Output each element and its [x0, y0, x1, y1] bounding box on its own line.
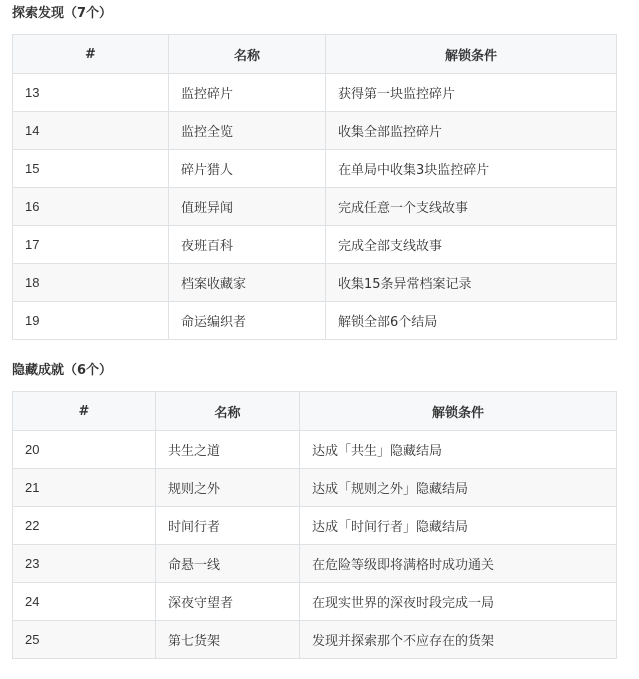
column-header-condition: 解锁条件 [300, 392, 617, 431]
achievement-name: 值班异闻 [169, 188, 326, 226]
achievement-number: 23 [13, 545, 156, 583]
achievement-condition: 收集全部监控碎片 [326, 112, 617, 150]
achievement-name: 监控碎片 [169, 74, 326, 112]
achievements-table-explore [12, 34, 617, 340]
table-row [13, 583, 617, 621]
achievement-number: 17 [13, 226, 169, 264]
achievement-condition: 解锁全部6个结局 [326, 302, 617, 340]
table-row [13, 302, 617, 340]
achievement-number: 22 [13, 507, 156, 545]
achievement-name: 夜班百科 [169, 226, 326, 264]
column-header-number: # [13, 392, 156, 431]
achievement-number: 13 [13, 74, 169, 112]
achievement-name: 命悬一线 [156, 545, 300, 583]
table-row [13, 226, 617, 264]
column-header-number: # [13, 35, 169, 74]
achievement-condition: 在危险等级即将满格时成功通关 [300, 545, 617, 583]
table-row [13, 112, 617, 150]
achievement-number: 19 [13, 302, 169, 340]
achievement-number: 21 [13, 469, 156, 507]
column-header-condition: 解锁条件 [326, 35, 617, 74]
achievement-number: 20 [13, 431, 156, 469]
section-title-hidden: 隐藏成就（6个） [12, 363, 113, 378]
achievement-condition: 收集15条异常档案记录 [326, 264, 617, 302]
achievement-condition: 发现并探索那个不应存在的货架 [300, 621, 617, 659]
column-header-name: 名称 [156, 392, 300, 431]
achievement-condition: 在单局中收集3块监控碎片 [326, 150, 617, 188]
table-row [13, 264, 617, 302]
achievement-condition: 达成「共生」隐藏结局 [300, 431, 617, 469]
achievement-name: 监控全览 [169, 112, 326, 150]
table-row [13, 431, 617, 469]
table-row [13, 150, 617, 188]
table-header-row [13, 392, 617, 431]
achievement-number: 24 [13, 583, 156, 621]
table-row [13, 469, 617, 507]
achievement-condition: 完成全部支线故事 [326, 226, 617, 264]
table-row [13, 621, 617, 659]
achievement-name: 第七货架 [156, 621, 300, 659]
achievements-table-hidden [12, 391, 617, 659]
table-row [13, 507, 617, 545]
achievement-number: 16 [13, 188, 169, 226]
achievement-number: 25 [13, 621, 156, 659]
achievement-number: 14 [13, 112, 169, 150]
achievement-number: 15 [13, 150, 169, 188]
table-row [13, 545, 617, 583]
achievement-condition: 获得第一块监控碎片 [326, 74, 617, 112]
achievement-condition: 达成「时间行者」隐藏结局 [300, 507, 617, 545]
achievement-condition: 达成「规则之外」隐藏结局 [300, 469, 617, 507]
achievement-condition: 在现实世界的深夜时段完成一局 [300, 583, 617, 621]
achievement-number: 18 [13, 264, 169, 302]
achievement-name: 规则之外 [156, 469, 300, 507]
section-title-explore: 探索发现（7个） [12, 6, 113, 21]
achievement-name: 命运编织者 [169, 302, 326, 340]
column-header-name: 名称 [169, 35, 326, 74]
table-row [13, 188, 617, 226]
achievement-name: 碎片猎人 [169, 150, 326, 188]
achievement-name: 深夜守望者 [156, 583, 300, 621]
achievement-name: 时间行者 [156, 507, 300, 545]
achievement-condition: 完成任意一个支线故事 [326, 188, 617, 226]
table-row [13, 74, 617, 112]
achievement-name: 共生之道 [156, 431, 300, 469]
achievement-name: 档案收藏家 [169, 264, 326, 302]
table-header-row [13, 35, 617, 74]
